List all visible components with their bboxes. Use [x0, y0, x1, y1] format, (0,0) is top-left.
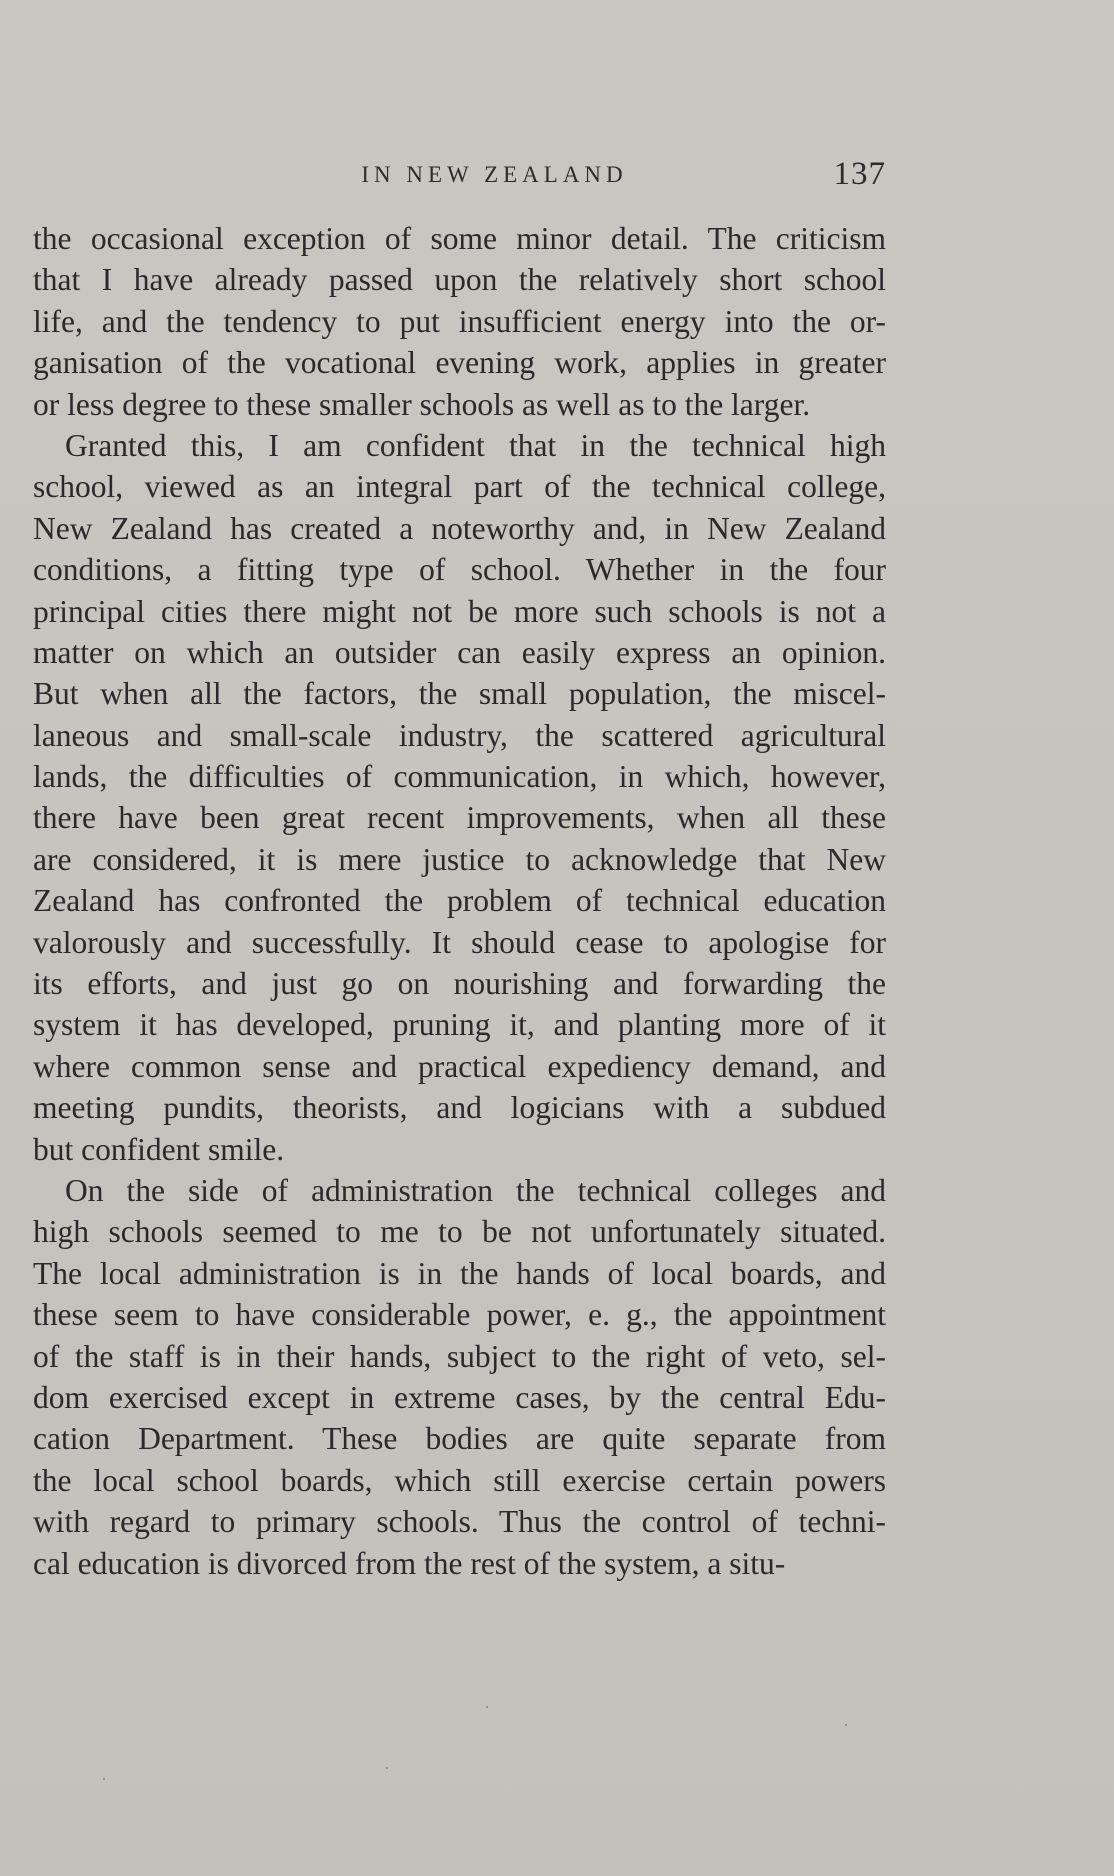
- text-line: the occasional exception of some minor detail. The criticism: [33, 221, 886, 256]
- text-line: are considered, it is mere justice to acknowledge that New: [33, 841, 886, 877]
- running-head: [33, 156, 886, 200]
- text-line: system it has developed, pruning it, and planting more of it: [33, 1007, 886, 1043]
- text-line: Granted this, I am confident that in the technical high: [65, 427, 886, 463]
- text-line: the local school boards, which still exercise certain powers: [33, 1462, 886, 1498]
- paper-speck: [386, 1767, 388, 1769]
- text-line: conditions, a fitting type of school. Whether in the four: [33, 552, 886, 588]
- text-line: dom exercised except in extreme cases, by the central Edu-: [33, 1379, 886, 1415]
- text-line: laneous and small-scale industry, the scattered agricultural: [33, 717, 886, 753]
- text-line: matter on which an outsider can easily express an opinion.: [33, 634, 886, 670]
- body-text: [33, 218, 886, 1584]
- page-number: 137: [833, 156, 886, 192]
- paper-speck: [103, 1778, 105, 1780]
- text-line: high schools seemed to me to be not unfortunately situated.: [33, 1214, 886, 1250]
- text-line: life, and the tendency to put insufficient energy into the or-: [33, 303, 886, 339]
- text-line: lands, the difficulties of communication, in which, however,: [33, 759, 886, 795]
- text-line: of the staff is in their hands, subject to the right of veto, sel-: [33, 1338, 886, 1374]
- paragraph: [33, 1170, 886, 1584]
- text-line: On the side of administration the technical colleges and: [65, 1172, 886, 1208]
- text-line: but confident smile.: [33, 1131, 285, 1167]
- text-line: where common sense and practical expediency demand, and: [33, 1048, 886, 1084]
- text-line: principal cities there might not be more such schools is not a: [33, 593, 886, 629]
- text-line: meeting pundits, theorists, and logicians with a subdued: [33, 1090, 886, 1126]
- text-line: with regard to primary schools. Thus the control of techni-: [33, 1504, 886, 1540]
- text-line: cation Department. These bodies are quite separate from: [33, 1421, 886, 1457]
- text-line: Zealand has confronted the problem of technical education: [33, 883, 886, 919]
- text-line: The local administration is in the hands of local boards, and: [33, 1255, 886, 1291]
- text-line: that I have already passed upon the relatively short school: [33, 262, 886, 298]
- paragraph: [33, 218, 886, 425]
- text-line: New Zealand has created a noteworthy and, in New Zealand: [33, 510, 886, 546]
- paper-speck: [486, 1706, 488, 1708]
- text-line: its efforts, and just go on nourishing and forwarding the: [33, 966, 886, 1002]
- paper-speck: [845, 1724, 847, 1726]
- running-title: IN NEW ZEALAND: [361, 162, 628, 187]
- text-line: valorously and successfully. It should cease to apologise for: [33, 924, 886, 960]
- text-line: there have been great recent improvements, when all these: [33, 800, 886, 836]
- text-line: or less degree to these smaller schools as well as to the larger.: [33, 386, 811, 422]
- text-line: these seem to have considerable power, e. g., the appointment: [33, 1297, 886, 1333]
- text-line: cal education is divorced from the rest of the system, a situ-: [33, 1545, 786, 1581]
- text-line: ganisation of the vocational evening work, applies in greater: [33, 345, 886, 381]
- text-line: But when all the factors, the small population, the miscel-: [33, 676, 886, 712]
- paragraph: [33, 425, 886, 1170]
- text-line: school, viewed as an integral part of the technical college,: [33, 469, 886, 505]
